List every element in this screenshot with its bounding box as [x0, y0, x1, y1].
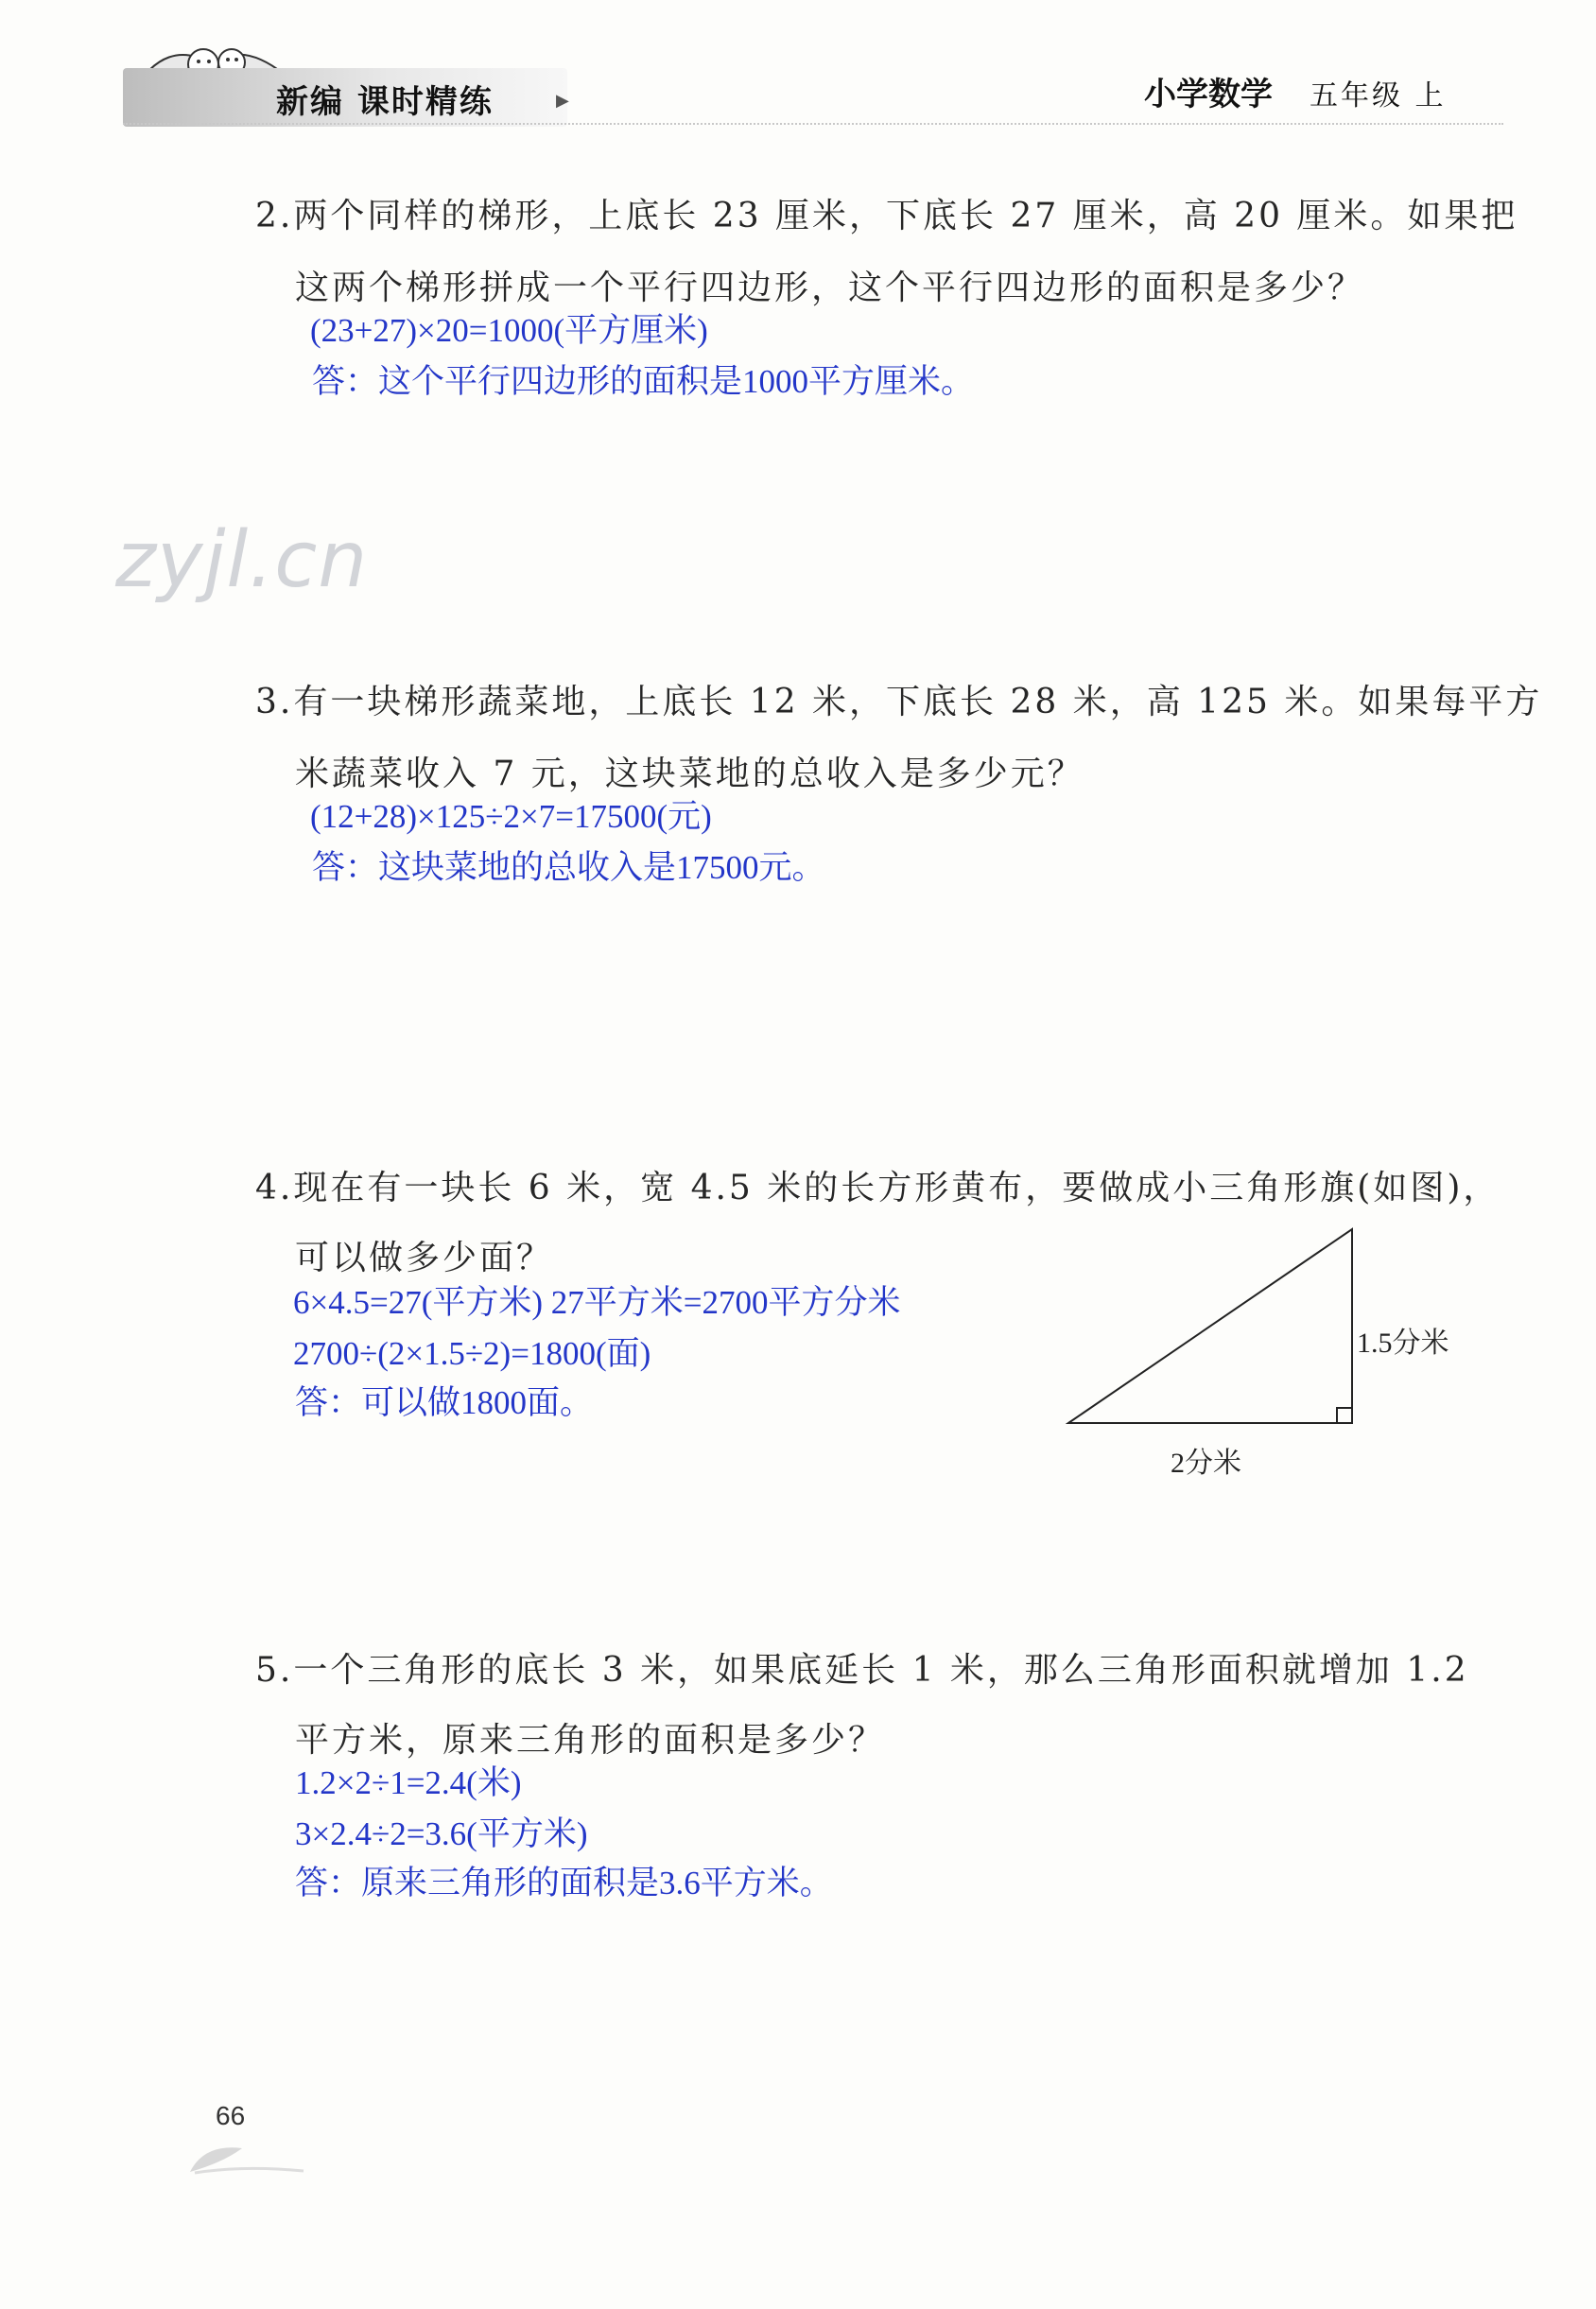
- question-5-text-line1: 5.一个三角形的底长 3 米，如果底延长 1 米，那么三角形面积就增加 1.2: [255, 1651, 1469, 1690]
- question-3-answer-conclusion: 答：这块菜地的总收入是17500元。: [312, 849, 825, 886]
- question-4-text-line2: 可以做多少面？: [295, 1239, 554, 1277]
- arrow-right-icon: ▶: [556, 91, 569, 111]
- question-5-answer-line1: 1.2×2÷1=2.4(米): [295, 1764, 522, 1801]
- question-4-text-line1: 4.现在有一块长 6 米，宽 4.5 米的长方形黄布，要做成小三角形旗(如图)，: [255, 1169, 1501, 1207]
- question-3-answer-formula: (12+28)×125÷2×7=17500(元): [310, 798, 712, 835]
- watermark: zyjl.cn: [115, 515, 369, 605]
- question-5-answer-conclusion: 答：原来三角形的面积是3.6平方米。: [295, 1865, 833, 1901]
- question-4-answer-line1: 6×4.5=27(平方米) 27平方米=2700平方分米: [293, 1284, 901, 1321]
- question-2-answer-conclusion: 答：这个平行四边形的面积是1000平方厘米。: [312, 363, 975, 400]
- page-curl-decoration: [185, 2139, 308, 2177]
- page-number: 66: [216, 2101, 246, 2130]
- question-2-text-line2: 这两个梯形拼成一个平行四边形，这个平行四边形的面积是多少？: [295, 269, 1365, 307]
- question-5-text-line2: 平方米，原来三角形的面积是多少？: [295, 1721, 886, 1760]
- grade-label: 五年级 上: [1310, 79, 1447, 113]
- question-3-text-line1: 3.有一块梯形蔬菜地，上底长 12 米，下底长 28 米，高 125 米。如果每平方: [255, 683, 1543, 721]
- question-2-answer-formula: (23+27)×20=1000(平方厘米): [310, 312, 708, 349]
- question-3-text-line2: 米蔬菜收入 7 元，这块菜地的总收入是多少元？: [295, 755, 1084, 793]
- series-title: 新编 课时精练: [276, 83, 494, 121]
- question-4-answer-conclusion: 答：可以做1800面。: [295, 1384, 594, 1421]
- subject-title: 小学数学: [1144, 76, 1273, 113]
- triangle-base-label: 2分米: [1171, 1448, 1241, 1479]
- question-5-answer-line2: 3×2.4÷2=3.6(平方米): [295, 1815, 588, 1852]
- question-4-answer-line2: 2700÷(2×1.5÷2)=1800(面): [293, 1335, 651, 1372]
- triangle-height-label: 1.5分米: [1357, 1328, 1449, 1359]
- question-2-text-line1: 2.两个同样的梯形，上底长 23 厘米，下底长 27 厘米，高 20 厘米。如果把: [255, 197, 1518, 235]
